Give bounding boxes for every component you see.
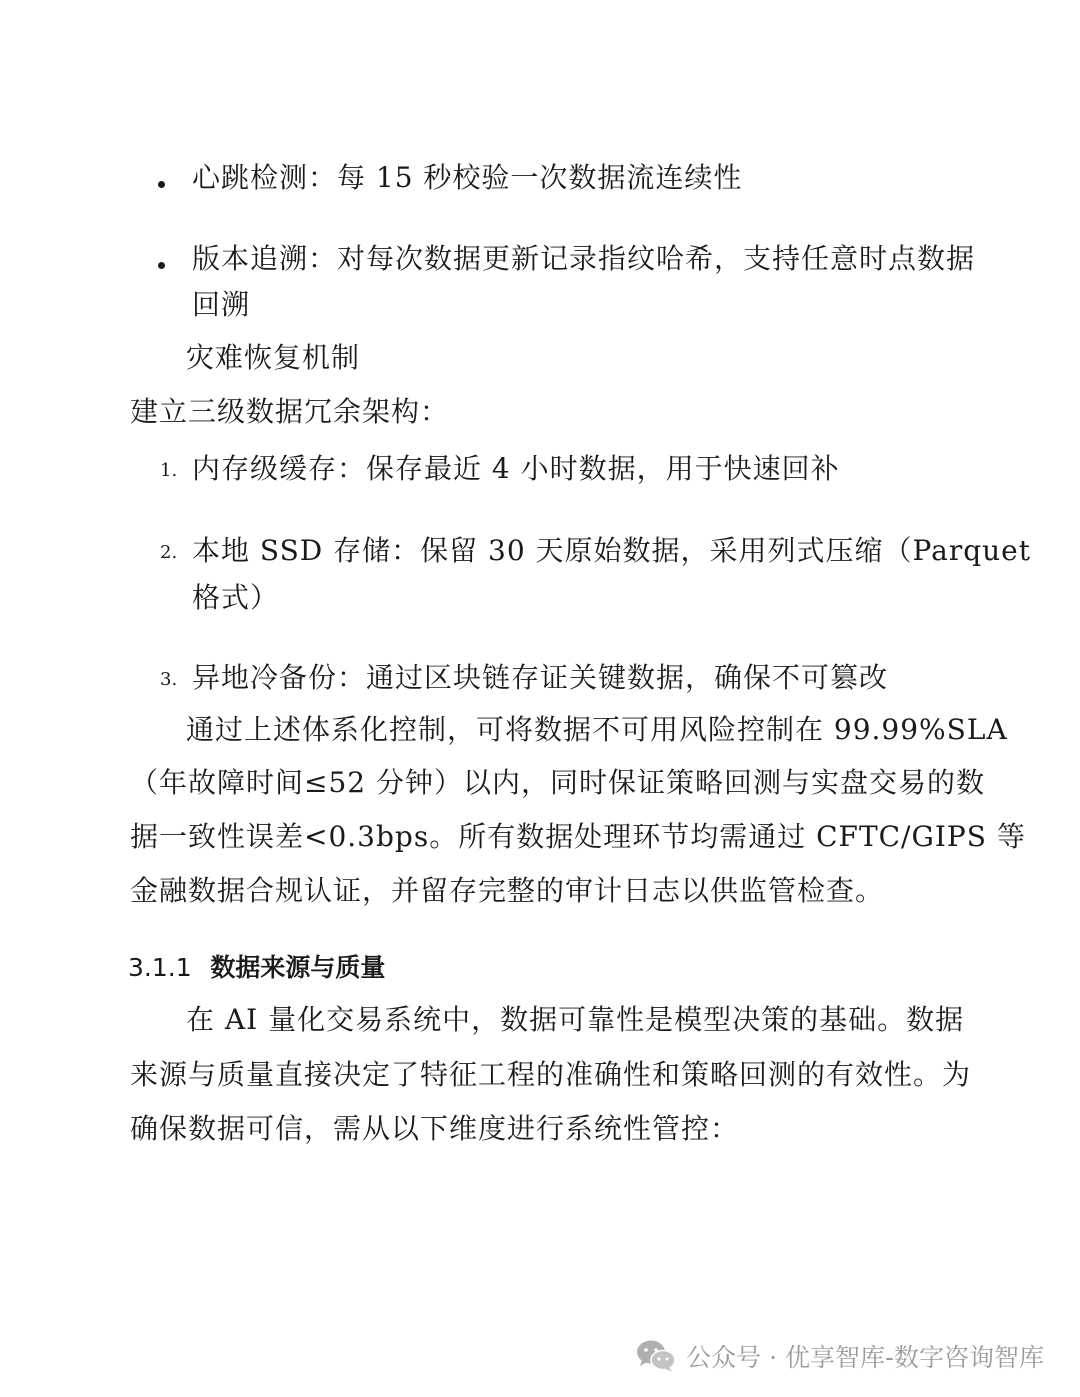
wechat-icon [636,1339,676,1373]
section-number: 3.1.1 [128,953,192,982]
numbered-item-offsite-backup: 异地冷备份：通过区块链存证关键数据，确保不可篡改 [192,661,889,694]
numbered-item-local-ssd-cont: 格式） [192,581,280,614]
list-number: 3. [160,669,178,690]
bullet-item-heartbeat: 心跳检测：每 15 秒校验一次数据流连续性 [192,161,743,194]
bullet-item-version-trace: 版本追溯：对每次数据更新记录指纹哈希，支持任意时点数据 [192,242,976,275]
footer-watermark [636,1336,1044,1376]
numbered-item-memory-cache: 内存级缓存：保存最近 4 小时数据，用于快速回补 [192,452,840,485]
list-number: 2. [160,542,178,563]
subheading-disaster-recovery: 灾难恢复机制 [186,341,361,374]
footer-text: 公众号 · 优享智库-数字咨询智库 [686,1343,1044,1372]
summary-line: 通过上述体系化控制，可将数据不可用风险控制在 99.99%SLA [186,713,1008,746]
section-body-line: 确保数据可信，需从以下维度进行系统性管控： [130,1112,740,1145]
numbered-item-local-ssd: 本地 SSD 存储：保留 30 天原始数据，采用列式压缩（Parquet [192,534,1031,567]
section-heading [128,950,385,986]
intro-paragraph: 建立三级数据冗余架构： [130,395,450,428]
bullet-dot [158,181,165,188]
bullet-dot [158,262,165,269]
bullet-item-version-trace-cont: 回溯 [192,288,251,321]
section-body-line: 来源与质量直接决定了特征工程的准确性和策略回测的有效性。为 [130,1058,972,1091]
list-number: 1. [160,460,178,481]
summary-line: 据一致性误差<0.3bps。所有数据处理环节均需通过 CFTC/GIPS 等 [130,820,1026,853]
section-body-line: 在 AI 量化交易系统中，数据可靠性是模型决策的基础。数据 [186,1003,965,1036]
summary-line: 金融数据合规认证，并留存完整的审计日志以供监管检查。 [130,874,885,907]
section-title: 数据来源与质量 [210,953,386,982]
summary-line: （年故障时间≤52 分钟）以内，同时保证策略回测与实盘交易的数 [130,766,985,799]
